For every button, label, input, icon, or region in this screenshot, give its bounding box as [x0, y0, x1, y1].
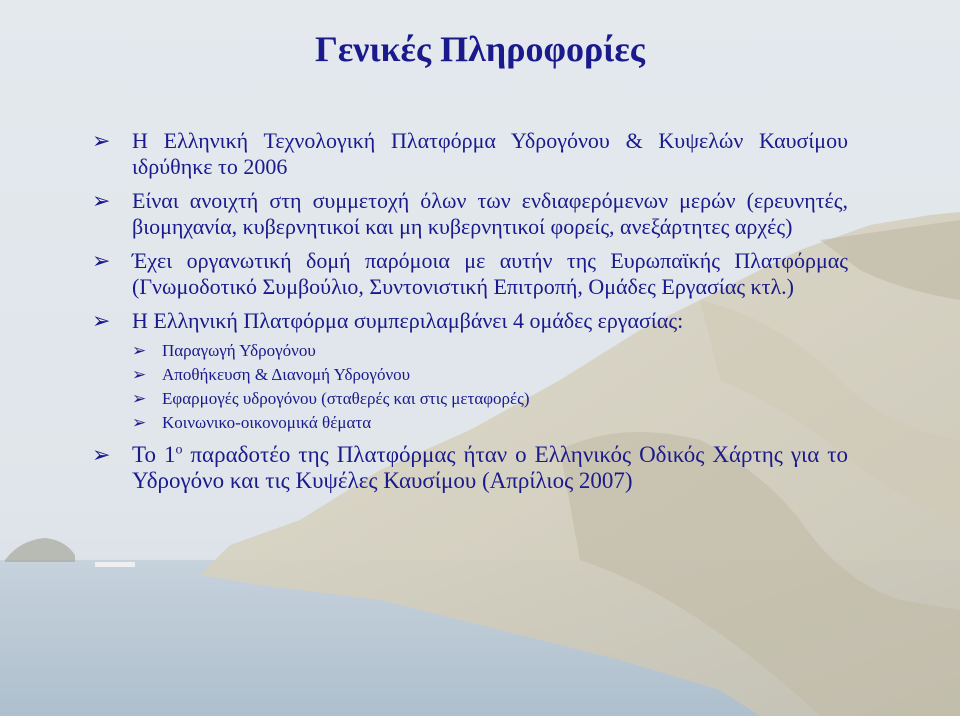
slide-title: Γενικές Πληροφορίες	[315, 29, 645, 69]
list-item	[92, 128, 848, 180]
arrowhead-icon: ➢	[132, 365, 147, 384]
arrowhead-icon: ➢	[92, 128, 111, 153]
deliverable-suffix: παραδοτέο της Πλατφόρμας ήταν ο Ελληνικός Οδικός Χάρτης για το Υδρογόνο και τις Κυψέλες Καυσίμου (Απρίλιος 2007)	[132, 442, 848, 493]
sub-list-item	[132, 412, 848, 434]
arrowhead-icon: ➢	[132, 341, 147, 360]
arrowhead-icon: ➢	[132, 389, 147, 408]
ordinal-superscript: ο	[175, 442, 183, 458]
sub-bullet-text: Εφαρμογές υδρογόνου (σταθερές και στις μεταφορές)	[162, 389, 530, 408]
arrowhead-icon: ➢	[92, 188, 111, 213]
list-item-deliverable	[92, 442, 848, 494]
list-item	[92, 188, 848, 240]
list-item	[92, 248, 848, 300]
bullet-text: Είναι ανοιχτή στη συμμετοχή όλων των ενδιαφερόμενων μερών (ερευνητές, βιομηχανία, κυβερνητικοί και μη κυβερνητικοί φορείς, ανεξάρτητες αρχές)	[132, 188, 848, 239]
sub-list-item	[132, 340, 848, 362]
arrowhead-icon: ➢	[132, 413, 147, 432]
sub-bullet-text: Κοινωνικο-οικονομικά θέματα	[162, 413, 372, 432]
arrowhead-icon: ➢	[92, 308, 111, 333]
arrowhead-icon: ➢	[92, 248, 111, 273]
bullet-list	[92, 128, 848, 502]
deliverable-prefix: Το 1	[132, 442, 176, 467]
sub-bullet-text: Αποθήκευση & Διανομή Υδρογόνου	[162, 365, 411, 384]
arrowhead-icon: ➢	[92, 442, 111, 467]
sub-list-item	[132, 388, 848, 410]
sub-list-item	[132, 364, 848, 386]
bullet-text: Έχει οργανωτική δομή παρόμοια με αυτήν της Ευρωπαϊκής Πλατφόρμας (Γνωμοδοτικό Συμβούλιο, Συντονιστική Επιτροπή, Ομάδες Εργασίας κτλ.)	[132, 248, 848, 299]
sub-bullet-text: Παραγωγή Υδρογόνου	[162, 341, 316, 360]
bullet-text: Η Ελληνική Τεχνολογική Πλατφόρμα Υδρογόνου & Κυψελών Καυσίμου ιδρύθηκε το 2006	[132, 128, 848, 179]
list-item	[92, 308, 848, 434]
bullet-text: Η Ελληνική Πλατφόρμα συμπεριλαμβάνει 4 ομάδες εργασίας:	[132, 308, 684, 333]
sub-list	[132, 340, 848, 434]
